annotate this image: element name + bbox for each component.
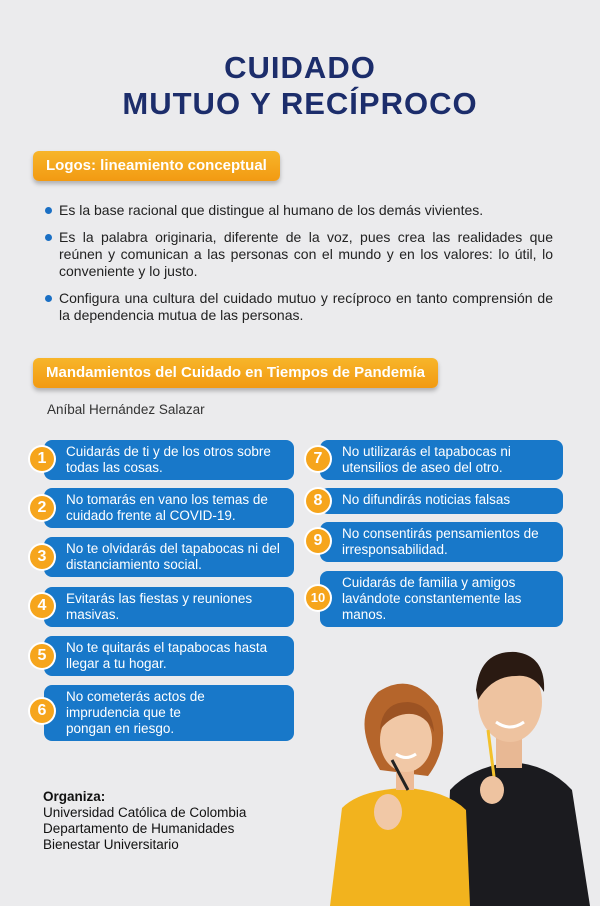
bullet-text: Es la palabra originaria, diferente de la voz, pues crea las realidades que reúnen y comunican a las personas con el mundo y en los valores: lo útil, lo conveniente y lo justo.	[59, 229, 553, 279]
list-item	[45, 229, 553, 280]
list-item	[45, 290, 553, 324]
bullet-text: Es la base racional que distingue al humano de los demás vivientes.	[59, 202, 484, 218]
commandment-text: Cuidarás de ti y de los otros sobre todas las cosas.	[66, 444, 271, 475]
list-item	[45, 202, 553, 219]
logos-section-heading: Logos: lineamiento conceptual	[33, 151, 280, 181]
commandment-7	[320, 440, 563, 480]
commandment-number-badge: 6	[30, 699, 54, 723]
commandment-number-badge: 2	[30, 496, 54, 520]
bullet-dot-icon	[45, 234, 52, 241]
bullet-dot-icon	[45, 295, 52, 302]
people-thinking-illustration	[320, 640, 600, 906]
commandment-text: No utilizarás el tapabocas ni utensilios de aseo del otro.	[342, 444, 511, 475]
organizer-block	[43, 789, 246, 853]
woman-figure	[330, 684, 470, 906]
commandment-4	[44, 587, 294, 627]
commandment-text: No te quitarás el tapabocas hasta llegar a tu hogar.	[66, 640, 268, 671]
commandment-2	[44, 488, 294, 528]
commandment-text: No cometerás actos de imprudencia que te pongan en riesgo.	[66, 689, 205, 736]
commandment-number-badge: 3	[30, 545, 54, 569]
commandment-number-badge: 7	[306, 447, 330, 471]
commandment-number-badge: 10	[306, 586, 330, 610]
organizer-label: Organiza:	[43, 789, 106, 804]
commandment-3	[44, 537, 294, 577]
logos-bullet-list	[45, 202, 553, 334]
organizer-line: Universidad Católica de Colombia	[43, 805, 247, 820]
commandment-number-badge: 5	[30, 644, 54, 668]
commandment-6	[44, 685, 294, 741]
commandments-section-heading: Mandamientos del Cuidado en Tiempos de Pandemía	[33, 358, 438, 388]
commandment-text: No tomarás en vano los temas de cuidado frente al COVID-19.	[66, 492, 268, 523]
commandment-number-badge: 8	[306, 489, 330, 513]
commandment-text: Evitarás las fiestas y reuniones masivas.	[66, 591, 253, 622]
author-name: Aníbal Hernández Salazar	[47, 402, 205, 417]
commandment-10	[320, 571, 563, 627]
commandment-9	[320, 522, 563, 562]
organizer-line: Bienestar Universitario	[43, 837, 179, 852]
commandment-1	[44, 440, 294, 480]
commandment-text: No te olvidarás del tapabocas ni del distanciamiento social.	[66, 541, 280, 572]
commandment-number-badge: 4	[30, 594, 54, 618]
commandment-5	[44, 636, 294, 676]
commandment-number-badge: 9	[306, 529, 330, 553]
bullet-text: Configura una cultura del cuidado mutuo y recíproco en tanto comprensión de la dependencia mutua de las personas.	[59, 290, 553, 323]
bullet-dot-icon	[45, 207, 52, 214]
organizer-line: Departamento de Humanidades	[43, 821, 235, 836]
title-line-2: MUTUO Y RECÍPROCO	[122, 86, 478, 121]
poster-title	[0, 50, 600, 122]
commandment-text: No difundirás noticias falsas	[342, 492, 511, 507]
commandment-8	[320, 488, 563, 514]
title-line-1: CUIDADO	[224, 50, 376, 85]
commandment-text: No consentirás pensamientos de irresponsabilidad.	[342, 526, 539, 557]
commandment-number-badge: 1	[30, 447, 54, 471]
commandment-text: Cuidarás de familia y amigos lavándote constantemente las manos.	[342, 575, 522, 622]
